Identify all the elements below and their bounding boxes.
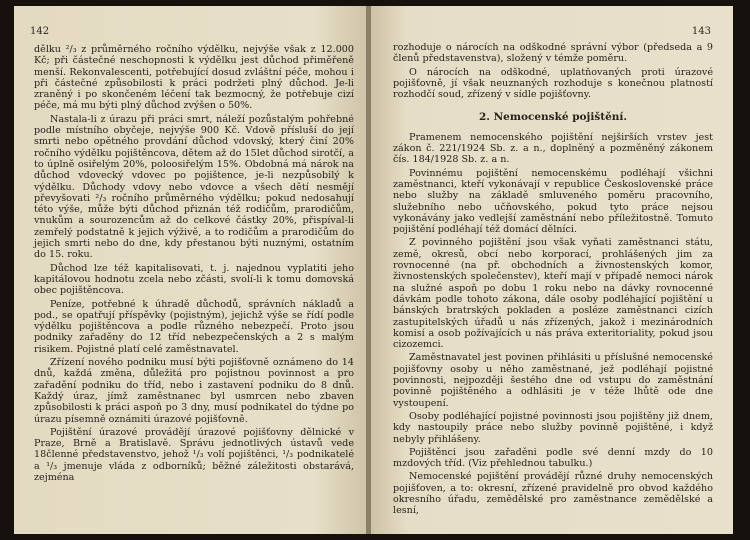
paragraph: Peníze, potřebné k úhradě důchodů, správních nákladů a pod., se opatřují příspěvky (pojistným), jejichž výše se řídí podle výdělku pojištěncova a podle různého nebezpečí. Proto jsou podniky zařaděny do 12 tříd nebezpečenských a 2 s malým risikem. Pojistné platí celé zaměstnavatel. [34,298,354,355]
page-number-left: 142 [30,26,50,37]
paragraph: Pramenem nemocenského pojištění nejširších vrstev jest zákon č. 221/1924 Sb. z. a n., doplněný a pozměněný zákonem čís. 184/1928 Sb. z. a n. [393,131,713,166]
paragraph: Povinnému pojištění nemocenskému podléhají všichni zaměstnanci, kteří vykonávají v republice Československé práce nebo služby na základě smluveného poměru pracovního, služebního nebo učňovského, pokud tyto práce nejsou vykonávány jako vedlejší zaměstnání nebo příležitostně. Tomuto pojištění podléhají též domácí dělníci. [393,167,713,236]
paragraph: Zřízení nového podniku musí býti pojišťovně oznámeno do 14 dnů, každá změna, důležitá pro pojistnou povinnost a pro zařadění podniku do tříd, nebo i zastavení podniku do 8 dnů. Každý úraz, jímž zaměstnanec byl usmrcen nebo zbaven způsobilosti k práci aspoň po 3 dny, musí podnikatel do týdne po úrazu písemně oznámiti úrazové pojišťovně. [34,357,354,425]
paragraph: rozhoduje o nárocích na odškodné správní výbor (předseda a 9 členů představenstva), složený v témže poměru. [393,42,713,65]
page-number-right: 143 [691,26,711,37]
paragraph: Z povinného pojištění jsou však vyňati zaměstnanci státu, země, okresů, obcí nebo korporací, prohlášených jim za rovnocenné (na př. obchodních a živnostenských komor, živnostenských společenstev), kteří mají v případě nemoci nárok na služné aspoň po dobu 1 roku nebo na dávky rovnocenné dávkám podle tohoto zákona, dále osoby podléhající pojištění u bánských bratrských pokladen a posléze zaměstnanci cizích zastupitelských úřadů u nás zřízených, jakož i mezinárodních komisí a osob požívajících u nás práva exteritoriality, pokud jsou cizozemci. [393,237,713,351]
paragraph: Nemocenské pojištění provádějí různé druhy nemocenských pojišťoven, a to: okresní, zřízené pravidelně pro obvod každého okresního úřadu, zemědělské pro zaměstnance zemědělské a lesní, [393,471,713,517]
left-page [14,6,366,534]
right-text-block [393,42,713,519]
paragraph: Nastala-li z úrazu při práci smrt, náleží pozůstalým pohřebné podle místního obyčeje, nejvýše 900 Kč. Vdově přísluší do její smrti nebo opětného provdání důchod vdovský, který činí 20% ročního výdělku pojištěncova, dětem až do 15let důchod sirotčí, a to úplně osiřelým 20%, poloosiřelým 15%. Obdobná má nárok na důchod vdovecký vdovec po pojištence, je-li nezpůsobilý k výdělku. Důchody vdovy nebo vdovce a všech dětí nesmějí převyšovati ²/₃ ročního průměrného výdělku; pokud nedosahují této výše, může býti důchod přiznán též rodičům, prarodičům, vnukům a sourozencům až do celkové částky 20%, přispíval-li zemřelý podstatně k jejich výživě, a to rodičům a prarodičům do jejich smrti nebo do dne, kdy přestanou býti nuznými, ostatním do 15. roku. [34,113,354,261]
paragraph: Důchod lze též kapitalisovati, t. j. najednou vyplatiti jeho kapitálovou hodnotu zcela nebo zčásti, svolí-li k tomu domovská obec pojištěncova. [34,262,354,297]
right-page [371,6,733,534]
paragraph: Osoby podléhající pojistné povinnosti jsou pojištěny již dnem, kdy nastoupily práce nebo služby povinně pojištěné, i když nebyly přihlášeny. [393,410,713,445]
paragraph: Pojištění úrazové provádějí úrazové pojišťovny dělnické v Praze, Brně a Bratislavě. Správu jednotlivých ústavů vede 18členné představenstvo, jehož ¹/₃ volí pojištěnci, ¹/₃ podnikatelé a ¹/₃ jmenuje vláda z odborníků; běžné záležitosti obstarává, zejména [34,426,354,483]
paragraph: Pojištěnci jsou zařaděni podle své denní mzdy do 10 mzdových tříd. (Viz přehlednou tabulku.) [393,446,713,470]
left-text-block [34,44,354,485]
paragraph: dělku ²/₃ z průměrného ročního výdělku, nejvýše však z 12.000 Kč; při částečné neschopnosti k výdělku jest důchod přiměřeně menší. Rekonvalescenti, potřebující dosud zvláštní péče, mohou i při částečné způsobilosti k práci podržeti plný důchod. Je-li zraněný i po skončeném léčení tak bezmocný, že potřebuje cizí péče, má mu býti plný důchod zvýšen o 50%. [34,44,354,112]
section-heading: 2. Nemocenské pojištění. [478,111,628,124]
paragraph: O nárocích na odškodné, uplatňovaných proti úrazové pojišťovně, jí však neuznaných rozhoduje s konečnou platností rozhodčí soud, zřízený v sídle pojišťovny. [393,66,713,101]
paragraph: Zaměstnavatel jest povinen přihlásiti u příslušné nemocenské pojišťovny osoby u něho zaměstnané, jež podléhají pojistné povinnosti, nejpozději šestého dne od vstupu do zaměstnání povinně pojištěného a odhlásiti je v téže lhůtě ode dne vystoupení. [393,352,713,409]
